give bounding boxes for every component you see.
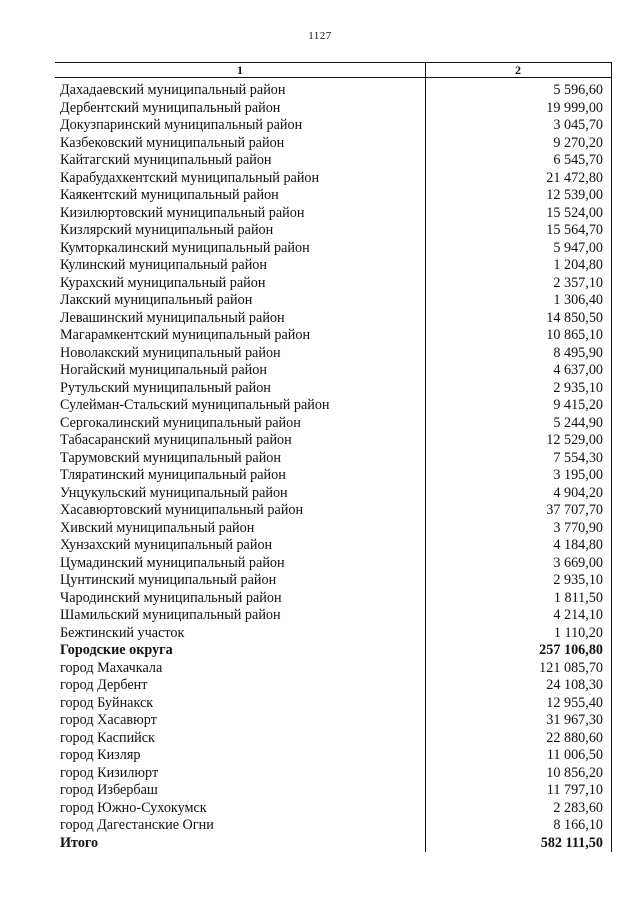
row-name: Тляратинский муниципальный район (60, 467, 286, 483)
row-value: 1 204,80 (553, 257, 603, 273)
table-row-total (60, 835, 603, 853)
table-row (60, 607, 603, 625)
row-value: 15 564,70 (546, 222, 603, 238)
row-name: город Дербент (60, 677, 148, 693)
row-value: 4 637,00 (553, 362, 603, 378)
table-row (60, 450, 603, 468)
row-value: 5 596,60 (553, 82, 603, 98)
row-name: город Южно-Сухокумск (60, 799, 207, 816)
table-header-border (55, 77, 611, 78)
table-row (60, 152, 603, 170)
row-value: 5 947,00 (553, 239, 603, 256)
row-value: 2 935,10 (553, 379, 603, 396)
table-row (60, 817, 603, 835)
row-value: 14 850,50 (546, 309, 603, 326)
row-value: 21 472,80 (546, 169, 603, 186)
row-value: 3 195,00 (553, 467, 603, 483)
row-value: 9 415,20 (553, 397, 603, 413)
row-value: 4 214,10 (553, 607, 603, 623)
row-name: Дербентский муниципальный район (60, 99, 281, 116)
row-value: 5 244,90 (553, 414, 603, 431)
column-header-1: 1 (237, 63, 243, 77)
table-row (60, 345, 603, 363)
row-value: 7 554,30 (553, 449, 603, 466)
row-name: Кулинский муниципальный район (60, 257, 267, 273)
table-row (60, 712, 603, 730)
row-name: город Буйнакск (60, 694, 154, 711)
table-row (60, 432, 603, 450)
row-value: 6 545,70 (553, 152, 603, 168)
row-name: Шамильский муниципальный район (60, 607, 281, 623)
table-row (60, 257, 603, 275)
row-value: 257 106,80 (539, 642, 603, 658)
row-name: Бежтинский участок (60, 624, 185, 641)
table-row (60, 327, 603, 345)
table-row (60, 782, 603, 800)
row-value: 9 270,20 (553, 134, 603, 151)
row-value: 12 955,40 (546, 694, 603, 711)
table-row (60, 240, 603, 258)
table-row (60, 310, 603, 328)
table-body (60, 82, 603, 852)
column-header-2: 2 (515, 63, 521, 77)
row-value: 4 184,80 (553, 537, 603, 553)
row-name: Дахадаевский муниципальный район (60, 82, 286, 98)
table-row (60, 82, 603, 100)
row-name: город Кизляр (60, 747, 141, 763)
table-right-border (611, 62, 612, 852)
row-name: Табасаранский муниципальный район (60, 432, 292, 448)
row-name: Хунзахский муниципальный район (60, 537, 273, 553)
table-row (60, 187, 603, 205)
table-row (60, 537, 603, 555)
row-value: 37 707,70 (546, 502, 603, 518)
row-value: 1 306,40 (553, 292, 603, 308)
table-row (60, 502, 603, 520)
table-row (60, 467, 603, 485)
row-value: 10 856,20 (546, 764, 603, 781)
row-name: Каякентский муниципальный район (60, 187, 279, 203)
row-name: Кизилюртовский муниципальный район (60, 204, 305, 221)
table-row (60, 747, 603, 765)
table-row (60, 292, 603, 310)
table-row (60, 625, 603, 643)
table-row (60, 275, 603, 293)
row-name: Итого (60, 834, 99, 851)
row-value: 2 357,10 (553, 274, 603, 291)
row-name: Рутульский муниципальный район (60, 379, 271, 396)
table-row (60, 135, 603, 153)
table-row (60, 485, 603, 503)
row-value: 10 865,10 (546, 327, 603, 343)
row-name: Хивский муниципальный район (60, 519, 255, 536)
table-row-total (60, 642, 603, 660)
row-name: город Избербаш (60, 782, 158, 798)
row-value: 12 539,00 (546, 187, 603, 203)
row-name: город Хасавюрт (60, 712, 157, 728)
table-row (60, 555, 603, 573)
row-name: Тарумовский муниципальный район (60, 449, 281, 466)
row-name: город Дагестанские Огни (60, 817, 214, 833)
row-name: город Каспийск (60, 729, 155, 746)
row-name: Сулейман-Стальский муниципальный район (60, 397, 330, 413)
table-row (60, 117, 603, 135)
table-row (60, 397, 603, 415)
row-value: 2 283,60 (553, 799, 603, 816)
row-value: 11 006,50 (546, 747, 603, 763)
row-value: 15 524,00 (546, 204, 603, 221)
table-row (60, 362, 603, 380)
row-name: Кумторкалинский муниципальный район (60, 239, 310, 256)
row-value: 12 529,00 (546, 432, 603, 448)
table-row (60, 572, 603, 590)
row-value: 19 999,00 (546, 99, 603, 116)
table-top-border (55, 62, 611, 63)
row-value: 8 495,90 (553, 344, 603, 361)
row-value: 4 904,20 (553, 484, 603, 501)
row-name: Докузпаринский муниципальный район (60, 117, 303, 133)
row-value: 31 967,30 (546, 712, 603, 728)
table-row (60, 677, 603, 695)
row-name: Магарамкентский муниципальный район (60, 327, 311, 343)
row-name: Цумадинский муниципальный район (60, 554, 285, 571)
row-name: Цунтинский муниципальный район (60, 572, 277, 588)
table-row (60, 695, 603, 713)
row-name: Чародинский муниципальный район (60, 589, 282, 606)
page-number: 1127 (308, 30, 332, 42)
row-name: Лакский муниципальный район (60, 292, 253, 308)
table-row (60, 222, 603, 240)
row-value: 582 111,50 (540, 834, 603, 851)
table-row (60, 800, 603, 818)
table-row (60, 100, 603, 118)
row-value: 8 166,10 (553, 817, 603, 833)
row-name: Сергокалинский муниципальный район (60, 414, 301, 431)
row-name: Ногайский муниципальный район (60, 362, 267, 378)
row-name: город Кизилюрт (60, 764, 159, 781)
row-value: 22 880,60 (546, 729, 603, 746)
row-value: 2 935,10 (553, 572, 603, 588)
row-name: Новолакский муниципальный район (60, 344, 281, 361)
row-name: Левашинский муниципальный район (60, 309, 285, 326)
table-row (60, 415, 603, 433)
row-name: Карабудахкентский муниципальный район (60, 169, 320, 186)
row-name: Кизлярский муниципальный район (60, 222, 274, 238)
row-value: 121 085,70 (539, 659, 603, 676)
row-value: 1 110,20 (553, 624, 603, 641)
table-row (60, 590, 603, 608)
table-row (60, 205, 603, 223)
table-row (60, 660, 603, 678)
row-name: Курахский муниципальный район (60, 274, 266, 291)
row-value: 3 045,70 (553, 117, 603, 133)
row-value: 1 811,50 (553, 589, 603, 606)
row-value: 11 797,10 (546, 782, 603, 798)
row-value: 24 108,30 (546, 677, 603, 693)
row-name: Казбековский муниципальный район (60, 134, 285, 151)
table-row (60, 520, 603, 538)
table-row (60, 380, 603, 398)
row-value: 3 770,90 (553, 519, 603, 536)
row-name: Унцукульский муниципальный район (60, 484, 288, 501)
row-name: город Махачкала (60, 659, 163, 676)
row-value: 3 669,00 (553, 554, 603, 571)
row-name: Хасавюртовский муниципальный район (60, 502, 304, 518)
table-row (60, 170, 603, 188)
table-row (60, 730, 603, 748)
table-row (60, 765, 603, 783)
row-name: Кайтагский муниципальный район (60, 152, 272, 168)
row-name: Городские округа (60, 642, 173, 658)
